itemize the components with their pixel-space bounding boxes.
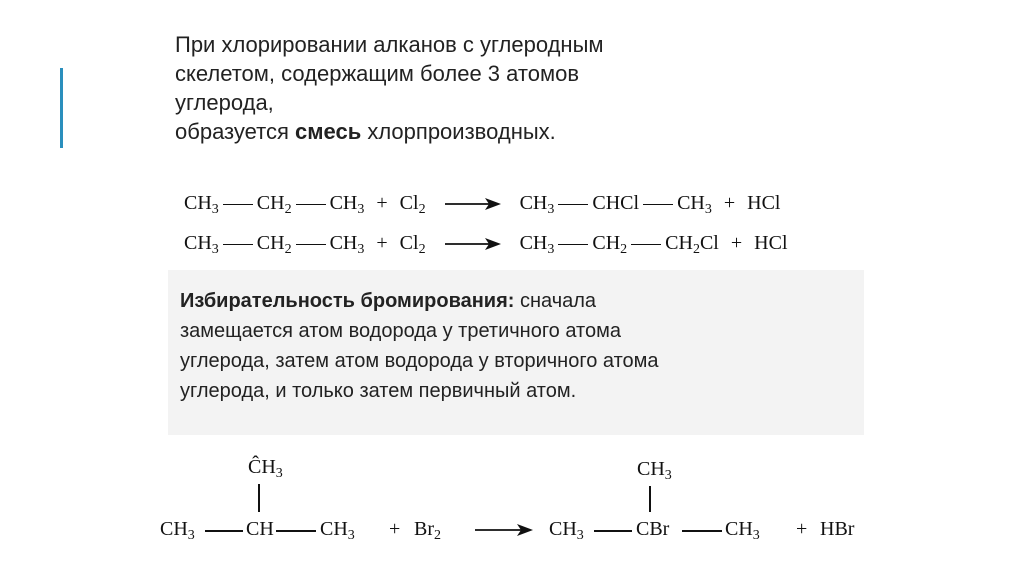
plus-sign: + (723, 192, 736, 214)
eq3-l2: CH (246, 518, 274, 540)
eq3-p1-sub: 3 (576, 528, 584, 543)
plus-sign: + (796, 518, 808, 540)
equation-chlorination-1 (184, 192, 780, 215)
reaction-arrow-icon (475, 523, 533, 537)
eq2-cl-sub: 2 (418, 242, 426, 257)
eq1-r3: CH (329, 192, 358, 214)
eq1-r1-sub: 3 (211, 202, 219, 217)
eq2-r2-sub: 2 (284, 242, 292, 257)
bond (643, 204, 673, 206)
eq2-hcl: HCl (754, 232, 788, 254)
eq2-p1-sub: 3 (547, 242, 555, 257)
eq3-top-right (637, 458, 672, 481)
eq3-br-sub: 2 (434, 528, 441, 543)
eq2-p2: CH (592, 232, 621, 254)
bond (558, 204, 588, 206)
bond (296, 244, 326, 246)
eq1-r2-sub: 2 (284, 202, 292, 217)
eq3-l1 (160, 518, 195, 541)
eq3-p3-sub: 3 (752, 528, 760, 543)
title-line-3: углерода, (175, 90, 274, 115)
eq1-p1: CH (519, 192, 548, 214)
eq1-p3: CH (677, 192, 705, 214)
eq3-l1-sub: 3 (187, 528, 195, 543)
eq2-p3-cl: Cl (699, 232, 719, 254)
bond (594, 530, 632, 532)
eq1-hcl: HCl (747, 192, 781, 214)
eq3-br-text: Br (414, 518, 434, 540)
eq1-r2: CH (256, 192, 285, 214)
eq2-r3-sub: 3 (357, 242, 365, 257)
eq2-r2: CH (256, 232, 285, 254)
eq3-p3 (725, 518, 760, 541)
plus-sign: + (730, 232, 743, 254)
plus-sign: + (376, 232, 388, 254)
note-line-4: углерода, и только затем первичный атом. (180, 380, 577, 402)
eq2-p3: CH (665, 232, 693, 254)
eq1-p2: CHCl (592, 192, 640, 214)
eq1-cl: Cl (399, 192, 419, 214)
eq3-top-right-text: CH (637, 458, 665, 480)
eq2-p3-sub: 2 (692, 242, 700, 257)
eq1-p1-sub: 3 (547, 202, 555, 217)
note-line-1-text: сначала (514, 290, 597, 312)
title-line-4 (175, 117, 815, 146)
eq3-p1 (549, 518, 584, 541)
title-line-2: скелетом, содержащим более 3 атомов (175, 61, 580, 86)
eq3-p1-text: CH (549, 518, 577, 540)
bond (205, 530, 243, 532)
equation-chlorination-2 (184, 232, 788, 255)
note-line-2: замещается атом водорода у третичного атома (180, 320, 621, 342)
title-line-4-post: хлорпроизводных. (361, 119, 556, 144)
eq3-br (414, 518, 441, 541)
eq2-r3: CH (329, 232, 358, 254)
eq3-p3-text: CH (725, 518, 753, 540)
bond (223, 244, 253, 246)
bond (558, 244, 588, 246)
accent-bar (60, 68, 63, 148)
reaction-arrow-icon (445, 237, 501, 251)
title-bold-word: смесь (295, 119, 362, 144)
eq3-top-left (248, 456, 283, 479)
plus-sign: + (376, 192, 388, 214)
eq1-p3-sub: 3 (704, 202, 712, 217)
eq2-p1: CH (519, 232, 548, 254)
bond (631, 244, 661, 246)
eq3-l3-text: CH (320, 518, 348, 540)
plus-sign: + (389, 518, 401, 540)
eq3-top-right-sub: 3 (664, 468, 672, 483)
eq1-r3-sub: 3 (357, 202, 365, 217)
eq3-top-left-text: ĈH (248, 456, 276, 478)
eq3-top-left-sub: 3 (275, 466, 283, 481)
title-line-4-pre: образуется (175, 119, 296, 144)
bromination-note (168, 270, 864, 435)
eq2-r1: CH (184, 232, 212, 254)
eq3-l1-text: CH (160, 518, 188, 540)
reaction-arrow-icon (445, 197, 501, 211)
eq1-r1: CH (184, 192, 212, 214)
eq1-cl-sub: 2 (418, 202, 426, 217)
bond-vertical (649, 486, 651, 512)
bond (296, 204, 326, 206)
eq3-l3 (320, 518, 355, 541)
bond (276, 530, 316, 532)
eq3-p2: CBr (636, 518, 670, 540)
bond-vertical (258, 484, 260, 512)
bond (682, 530, 722, 532)
eq3-l3-sub: 3 (347, 528, 355, 543)
note-bold-heading: Избирательность бромирования: (180, 290, 515, 312)
eq2-r1-sub: 3 (211, 242, 219, 257)
title-line-1: При хлорировании алканов с углеродным (175, 32, 604, 57)
eq3-hbr: HBr (820, 518, 855, 540)
eq2-p2-sub: 2 (620, 242, 628, 257)
eq2-cl: Cl (399, 232, 419, 254)
bond (223, 204, 253, 206)
note-line-3: углерода, затем атом водорода у вторичного атома (180, 350, 659, 372)
note-line-1 (180, 286, 852, 316)
slide-title (175, 30, 815, 146)
